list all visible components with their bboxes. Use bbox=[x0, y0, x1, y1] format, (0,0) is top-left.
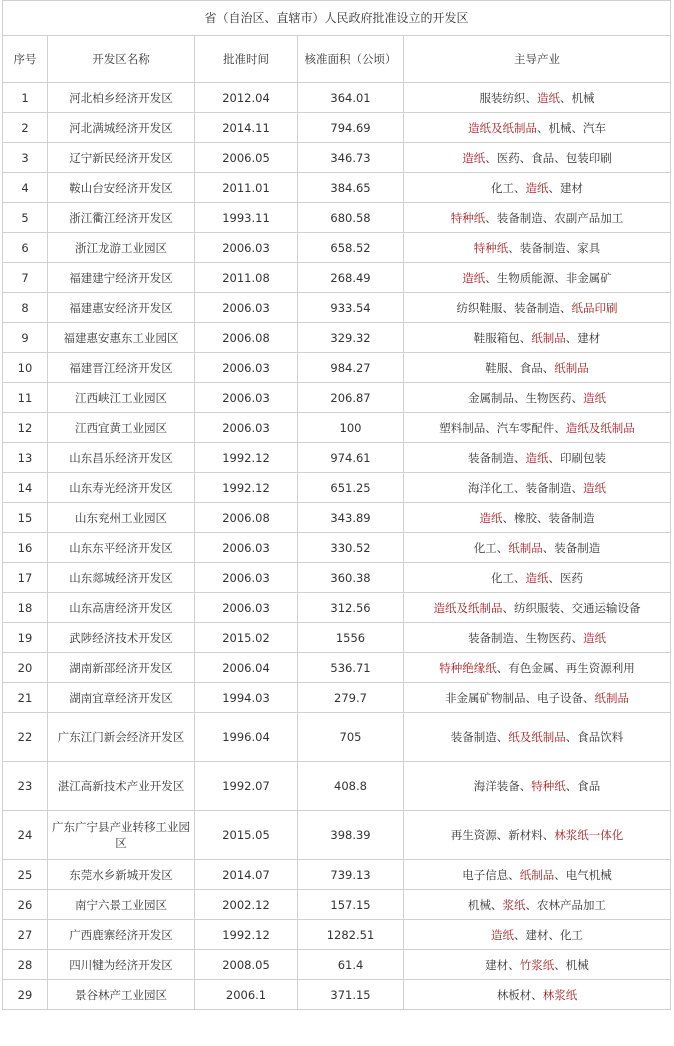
row-area: 157.15 bbox=[298, 890, 404, 920]
row-approval-date: 2006.03 bbox=[195, 353, 298, 383]
row-number: 16 bbox=[3, 533, 48, 563]
row-number: 10 bbox=[3, 353, 48, 383]
row-zone-name: 福建建宁经济开发区 bbox=[48, 263, 195, 293]
row-zone-name: 广东江门新会经济开发区 bbox=[48, 713, 195, 762]
row-number: 8 bbox=[3, 293, 48, 323]
row-number: 20 bbox=[3, 653, 48, 683]
industry-highlight: 造纸 bbox=[479, 510, 503, 525]
industry-text: 、电气机械 bbox=[554, 867, 612, 882]
row-zone-name: 浙江衢江经济开发区 bbox=[48, 203, 195, 233]
industry-highlight: 造纸 bbox=[462, 150, 486, 165]
row-zone-name: 湖南新邵经济开发区 bbox=[48, 653, 195, 683]
table-row bbox=[3, 83, 671, 113]
industry-highlight: 特种纸 bbox=[450, 210, 486, 225]
row-industry bbox=[404, 762, 671, 811]
row-zone-name: 东莞水乡新城开发区 bbox=[48, 860, 195, 890]
row-zone-name: 广西鹿寨经济开发区 bbox=[48, 920, 195, 950]
table-row bbox=[3, 443, 671, 473]
row-industry bbox=[404, 113, 671, 143]
industry-text: 、机械、汽车 bbox=[537, 120, 606, 135]
row-industry bbox=[404, 653, 671, 683]
row-approval-date: 1992.12 bbox=[195, 920, 298, 950]
row-number: 23 bbox=[3, 762, 48, 811]
industry-text: 、农林产品加工 bbox=[525, 897, 606, 912]
table-row bbox=[3, 860, 671, 890]
table-row bbox=[3, 353, 671, 383]
row-industry bbox=[404, 293, 671, 323]
row-number: 12 bbox=[3, 413, 48, 443]
development-zone-table bbox=[2, 0, 671, 1010]
table-row bbox=[3, 890, 671, 920]
row-industry bbox=[404, 413, 671, 443]
industry-text: 、装备制造 bbox=[542, 540, 601, 555]
industry-text: 、医药 bbox=[548, 570, 583, 585]
industry-text: 、纺织服装、交通运输设备 bbox=[502, 600, 641, 615]
row-number: 25 bbox=[3, 860, 48, 890]
industry-text: 、建材 bbox=[565, 330, 601, 345]
industry-highlight: 特种绝缘纸 bbox=[439, 660, 497, 675]
row-number: 7 bbox=[3, 263, 48, 293]
industry-text: 装备制造、 bbox=[450, 730, 509, 744]
industry-text: 装备制造、生物医药、 bbox=[468, 630, 583, 645]
industry-highlight: 纸制品 bbox=[594, 690, 629, 705]
row-approval-date: 2006.03 bbox=[195, 563, 298, 593]
table-row bbox=[3, 383, 671, 413]
industry-highlight: 造纸及纸制品 bbox=[468, 120, 537, 135]
row-approval-date: 2011.08 bbox=[195, 263, 298, 293]
row-zone-name: 河北满城经济开发区 bbox=[48, 113, 195, 143]
industry-highlight: 纸制品 bbox=[519, 867, 555, 882]
page bbox=[2, 0, 672, 1010]
row-approval-date: 2006.08 bbox=[195, 503, 298, 533]
row-area: 1556 bbox=[298, 623, 404, 653]
row-industry bbox=[404, 683, 671, 713]
row-zone-name: 湛江高新技术产业开发区 bbox=[48, 762, 195, 811]
table-row bbox=[3, 203, 671, 233]
row-zone-name: 山东兖州工业园区 bbox=[48, 503, 195, 533]
row-industry bbox=[404, 950, 671, 980]
row-zone-name: 武陟经济技术开发区 bbox=[48, 623, 195, 653]
row-number: 1 bbox=[3, 83, 48, 113]
industry-text: 、装备制造、家具 bbox=[508, 240, 601, 255]
row-approval-date: 1992.12 bbox=[195, 443, 298, 473]
industry-text: 、食品 bbox=[565, 779, 601, 793]
row-approval-date: 2015.05 bbox=[195, 811, 298, 860]
industry-highlight: 纸及纸制品 bbox=[508, 730, 566, 744]
table-row bbox=[3, 683, 671, 713]
industry-text: 机械、 bbox=[468, 897, 503, 912]
row-industry bbox=[404, 860, 671, 890]
header-area: 核准面积（公顷） bbox=[298, 36, 404, 83]
industry-text: 、食品饮料 bbox=[565, 730, 624, 744]
row-number: 17 bbox=[3, 563, 48, 593]
table-row bbox=[3, 980, 671, 1010]
industry-highlight: 造纸 bbox=[462, 270, 486, 285]
row-approval-date: 2006.08 bbox=[195, 323, 298, 353]
row-industry bbox=[404, 323, 671, 353]
industry-highlight: 造纸 bbox=[583, 390, 606, 405]
row-number: 24 bbox=[3, 811, 48, 860]
row-industry bbox=[404, 980, 671, 1010]
industry-text: 、有色金属、再生资源利用 bbox=[496, 660, 635, 675]
table-row bbox=[3, 563, 671, 593]
table-row bbox=[3, 593, 671, 623]
row-approval-date: 1992.12 bbox=[195, 473, 298, 503]
industry-text: 塑料制品、汽车零配件、 bbox=[439, 420, 566, 435]
row-zone-name: 山东高唐经济开发区 bbox=[48, 593, 195, 623]
industry-text: 化工、 bbox=[491, 180, 526, 195]
row-area: 371.15 bbox=[298, 980, 404, 1010]
industry-highlight: 竹浆纸 bbox=[519, 957, 555, 972]
row-zone-name: 山东东平经济开发区 bbox=[48, 533, 195, 563]
row-area: 100 bbox=[298, 413, 404, 443]
row-zone-name: 浙江龙游工业园区 bbox=[48, 233, 195, 263]
industry-text: 、建材、化工 bbox=[514, 927, 583, 942]
industry-highlight: 纸品印刷 bbox=[571, 300, 618, 315]
row-industry bbox=[404, 353, 671, 383]
row-approval-date: 2014.07 bbox=[195, 860, 298, 890]
row-approval-date: 1992.07 bbox=[195, 762, 298, 811]
row-approval-date: 2014.11 bbox=[195, 113, 298, 143]
table-row bbox=[3, 623, 671, 653]
industry-text: 装备制造、 bbox=[468, 450, 526, 465]
row-industry bbox=[404, 713, 671, 762]
table-row bbox=[3, 233, 671, 263]
industry-text: 林板材、 bbox=[496, 987, 543, 1002]
row-number: 27 bbox=[3, 920, 48, 950]
industry-text: 再生资源、新材料、 bbox=[450, 828, 555, 842]
row-number: 22 bbox=[3, 713, 48, 762]
row-area: 346.73 bbox=[298, 143, 404, 173]
row-industry bbox=[404, 811, 671, 860]
row-zone-name: 四川犍为经济开发区 bbox=[48, 950, 195, 980]
table-row bbox=[3, 811, 671, 860]
row-industry bbox=[404, 143, 671, 173]
row-number: 11 bbox=[3, 383, 48, 413]
industry-highlight: 造纸 bbox=[525, 180, 549, 195]
row-area: 384.65 bbox=[298, 173, 404, 203]
table-row bbox=[3, 143, 671, 173]
industry-text: 服装纺织、 bbox=[479, 90, 537, 105]
table-row bbox=[3, 323, 671, 353]
row-industry bbox=[404, 593, 671, 623]
row-area: 739.13 bbox=[298, 860, 404, 890]
row-approval-date: 2006.1 bbox=[195, 980, 298, 1010]
row-industry bbox=[404, 83, 671, 113]
row-area: 343.89 bbox=[298, 503, 404, 533]
row-zone-name: 河北柏乡经济开发区 bbox=[48, 83, 195, 113]
industry-highlight: 林浆纸一体化 bbox=[554, 828, 624, 842]
row-number: 4 bbox=[3, 173, 48, 203]
industry-text: 、机械 bbox=[554, 957, 589, 972]
industry-highlight: 造纸及纸制品 bbox=[433, 600, 503, 615]
row-approval-date: 2006.03 bbox=[195, 233, 298, 263]
industry-text: 建材、 bbox=[485, 957, 520, 972]
table-row bbox=[3, 413, 671, 443]
industry-text: 化工、 bbox=[491, 570, 526, 585]
row-number: 3 bbox=[3, 143, 48, 173]
industry-text: 、建材 bbox=[548, 180, 583, 195]
industry-text: 海洋装备、 bbox=[473, 779, 532, 793]
row-area: 974.61 bbox=[298, 443, 404, 473]
table-row bbox=[3, 293, 671, 323]
table-row bbox=[3, 473, 671, 503]
row-number: 13 bbox=[3, 443, 48, 473]
header-zone-name: 开发区名称 bbox=[48, 36, 195, 83]
row-zone-name: 福建惠安惠东工业园区 bbox=[48, 323, 195, 353]
row-industry bbox=[404, 563, 671, 593]
row-area: 329.32 bbox=[298, 323, 404, 353]
row-approval-date: 2006.03 bbox=[195, 413, 298, 443]
row-area: 705 bbox=[298, 713, 404, 762]
row-area: 680.58 bbox=[298, 203, 404, 233]
table-row bbox=[3, 762, 671, 811]
industry-highlight: 造纸及纸制品 bbox=[565, 420, 635, 435]
row-number: 29 bbox=[3, 980, 48, 1010]
row-zone-name: 广东广宁县产业转移工业园区 bbox=[48, 811, 195, 860]
row-area: 933.54 bbox=[298, 293, 404, 323]
row-zone-name: 湖南宜章经济开发区 bbox=[48, 683, 195, 713]
row-approval-date: 1996.04 bbox=[195, 713, 298, 762]
industry-highlight: 浆纸 bbox=[502, 897, 526, 912]
row-number: 28 bbox=[3, 950, 48, 980]
industry-highlight: 纸制品 bbox=[554, 360, 589, 375]
row-approval-date: 2006.03 bbox=[195, 383, 298, 413]
row-number: 26 bbox=[3, 890, 48, 920]
row-area: 536.71 bbox=[298, 653, 404, 683]
table-row bbox=[3, 920, 671, 950]
industry-text: 化工、 bbox=[473, 540, 509, 555]
row-industry bbox=[404, 443, 671, 473]
row-zone-name: 山东寿光经济开发区 bbox=[48, 473, 195, 503]
industry-text: 、医药、食品、包装印刷 bbox=[485, 150, 612, 165]
row-area: 360.38 bbox=[298, 563, 404, 593]
row-industry bbox=[404, 473, 671, 503]
industry-highlight: 造纸 bbox=[491, 927, 514, 942]
row-zone-name: 山东郯城经济开发区 bbox=[48, 563, 195, 593]
row-industry bbox=[404, 920, 671, 950]
table-row bbox=[3, 113, 671, 143]
industry-text: 、机械 bbox=[560, 90, 595, 105]
row-zone-name: 南宁六景工业园区 bbox=[48, 890, 195, 920]
row-area: 364.01 bbox=[298, 83, 404, 113]
row-area: 279.7 bbox=[298, 683, 404, 713]
row-industry bbox=[404, 383, 671, 413]
row-approval-date: 1993.11 bbox=[195, 203, 298, 233]
industry-highlight: 造纸 bbox=[525, 570, 549, 585]
industry-text: 纺织鞋服、装备制造、 bbox=[456, 300, 572, 315]
industry-highlight: 造纸 bbox=[537, 90, 560, 105]
row-approval-date: 2006.04 bbox=[195, 653, 298, 683]
row-industry bbox=[404, 173, 671, 203]
row-industry bbox=[404, 890, 671, 920]
row-area: 330.52 bbox=[298, 533, 404, 563]
industry-text: 、印刷包装 bbox=[548, 450, 606, 465]
row-area: 312.56 bbox=[298, 593, 404, 623]
row-number: 18 bbox=[3, 593, 48, 623]
row-approval-date: 2006.03 bbox=[195, 593, 298, 623]
row-industry bbox=[404, 623, 671, 653]
row-zone-name: 辽宁新民经济开发区 bbox=[48, 143, 195, 173]
industry-text: 鞋服、食品、 bbox=[485, 360, 555, 375]
row-number: 9 bbox=[3, 323, 48, 353]
row-area: 268.49 bbox=[298, 263, 404, 293]
row-number: 14 bbox=[3, 473, 48, 503]
row-area: 1282.51 bbox=[298, 920, 404, 950]
industry-text: 非金属矿物制品、电子设备、 bbox=[445, 690, 595, 705]
table-row bbox=[3, 263, 671, 293]
row-approval-date: 2006.05 bbox=[195, 143, 298, 173]
header-industry: 主导产业 bbox=[404, 36, 671, 83]
industry-text: 、装备制造、农副产品加工 bbox=[485, 210, 624, 225]
row-zone-name: 福建惠安经济开发区 bbox=[48, 293, 195, 323]
row-approval-date: 2012.04 bbox=[195, 83, 298, 113]
industry-highlight: 纸制品 bbox=[531, 330, 566, 345]
row-number: 6 bbox=[3, 233, 48, 263]
row-number: 5 bbox=[3, 203, 48, 233]
industry-text: 、橡胶、装备制造 bbox=[502, 510, 595, 525]
row-approval-date: 2011.01 bbox=[195, 173, 298, 203]
row-industry bbox=[404, 263, 671, 293]
industry-text: 金属制品、生物医药、 bbox=[468, 390, 583, 405]
row-zone-name: 江西宜黄工业园区 bbox=[48, 413, 195, 443]
table-row bbox=[3, 950, 671, 980]
row-area: 206.87 bbox=[298, 383, 404, 413]
industry-highlight: 纸制品 bbox=[508, 540, 543, 555]
table-row bbox=[3, 503, 671, 533]
industry-text: 海洋化工、装备制造、 bbox=[468, 480, 583, 495]
row-area: 408.8 bbox=[298, 762, 404, 811]
industry-highlight: 林浆纸 bbox=[542, 987, 578, 1002]
table-row bbox=[3, 713, 671, 762]
table-row bbox=[3, 173, 671, 203]
row-area: 984.27 bbox=[298, 353, 404, 383]
row-number: 19 bbox=[3, 623, 48, 653]
row-zone-name: 山东昌乐经济开发区 bbox=[48, 443, 195, 473]
row-zone-name: 福建晋江经济开发区 bbox=[48, 353, 195, 383]
table-row bbox=[3, 533, 671, 563]
table-row bbox=[3, 653, 671, 683]
industry-highlight: 造纸 bbox=[583, 480, 606, 495]
row-industry bbox=[404, 503, 671, 533]
row-zone-name: 景谷林产工业园区 bbox=[48, 980, 195, 1010]
row-area: 398.39 bbox=[298, 811, 404, 860]
row-zone-name: 江西峡江工业园区 bbox=[48, 383, 195, 413]
row-approval-date: 2006.03 bbox=[195, 293, 298, 323]
header-number: 序号 bbox=[3, 36, 48, 83]
industry-text: 、生物质能源、非金属矿 bbox=[485, 270, 612, 285]
industry-text: 鞋服箱包、 bbox=[473, 330, 532, 345]
table-title: 省（自治区、直辖市）人民政府批准设立的开发区 bbox=[3, 1, 671, 36]
row-industry bbox=[404, 233, 671, 263]
row-number: 15 bbox=[3, 503, 48, 533]
row-area: 658.52 bbox=[298, 233, 404, 263]
industry-text: 电子信息、 bbox=[462, 867, 520, 882]
row-area: 651.25 bbox=[298, 473, 404, 503]
industry-highlight: 特种纸 bbox=[531, 779, 566, 793]
industry-highlight: 造纸 bbox=[525, 450, 549, 465]
row-zone-name: 鞍山台安经济开发区 bbox=[48, 173, 195, 203]
row-approval-date: 2006.03 bbox=[195, 533, 298, 563]
row-approval-date: 2015.02 bbox=[195, 623, 298, 653]
row-number: 21 bbox=[3, 683, 48, 713]
header-approval-date: 批准时间 bbox=[195, 36, 298, 83]
industry-highlight: 特种纸 bbox=[473, 240, 509, 255]
row-area: 794.69 bbox=[298, 113, 404, 143]
row-number: 2 bbox=[3, 113, 48, 143]
row-approval-date: 1994.03 bbox=[195, 683, 298, 713]
row-industry bbox=[404, 203, 671, 233]
industry-highlight: 造纸 bbox=[583, 630, 606, 645]
row-approval-date: 2008.05 bbox=[195, 950, 298, 980]
row-approval-date: 2002.12 bbox=[195, 890, 298, 920]
row-area: 61.4 bbox=[298, 950, 404, 980]
row-industry bbox=[404, 533, 671, 563]
